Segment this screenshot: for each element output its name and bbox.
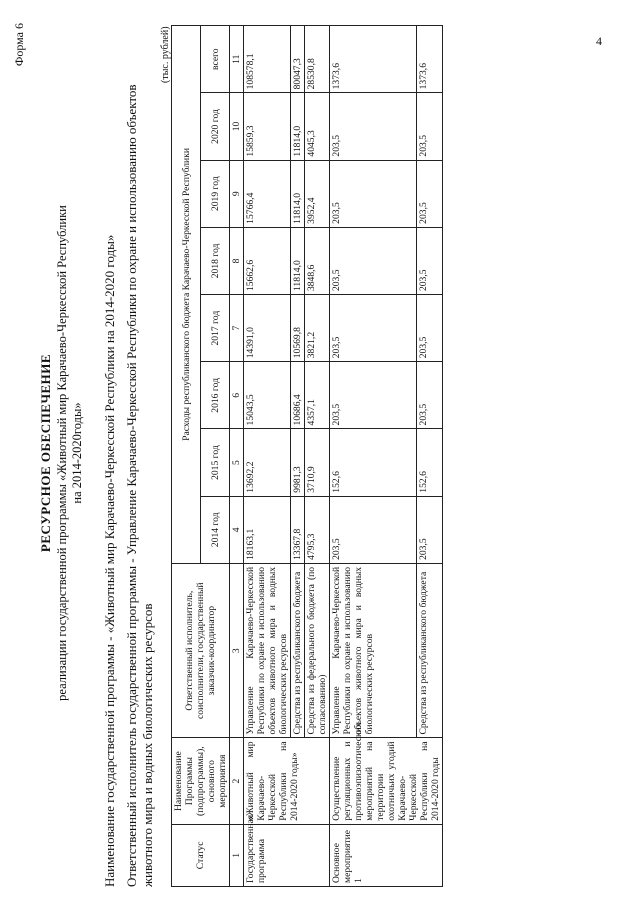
value-cell: 203,5: [417, 93, 443, 160]
table-row: [244, 26, 291, 887]
document-subtitle: [55, 163, 85, 743]
header-executor: Ответственный исполнитель, соисполнители, государственный заказчик-координатор: [172, 563, 230, 738]
header-year: 2020 год: [201, 93, 230, 160]
program-name: Наименование государственной программы - «Животный мир Карачаево-Черкесской Республики на 2014-2020 годы»: [102, 234, 117, 887]
value-cell: 15766,4: [244, 160, 291, 227]
value-cell: 3952,4: [305, 160, 330, 227]
document-title: РЕСУРСНОЕ ОБЕСПЕЧЕНИЕ: [38, 353, 53, 553]
column-number: 9: [230, 160, 244, 227]
value-cell: 4357,1: [305, 362, 330, 429]
row-source: Управление Карачаево-Черкесской Республики по охране и использованию объектов животного мира и водных биологических ресурсов: [330, 563, 417, 738]
row-name: Осуществление регуляционных и противоэпизоотических мероприятий на территории охотничьих угодий Карачаево-Черкесской Республики на 2014-2020 годы: [330, 738, 443, 824]
value-cell: 203,5: [330, 496, 417, 563]
subtitle-line-2: на 2014-2020годы»: [70, 402, 84, 504]
total-cell: 80047,3: [291, 26, 305, 93]
column-number: 8: [230, 227, 244, 294]
value-cell: 11814,0: [291, 227, 305, 294]
rotated-page: [0, 13, 640, 893]
table-row: [330, 26, 417, 887]
value-cell: 13367,8: [291, 496, 305, 563]
column-number: 6: [230, 362, 244, 429]
value-cell: 203,5: [417, 295, 443, 362]
header-name: Наименование Программы (подпрограммы), основного мероприятия: [172, 738, 230, 824]
column-number: 3: [230, 563, 244, 738]
value-cell: 203,5: [330, 93, 417, 160]
column-number-row: [230, 26, 244, 887]
value-cell: 203,5: [330, 227, 417, 294]
value-cell: 14391,0: [244, 295, 291, 362]
value-cell: 4045,3: [305, 93, 330, 160]
value-cell: 11814,0: [291, 160, 305, 227]
column-number: 2: [230, 738, 244, 824]
value-cell: 4795,3: [305, 496, 330, 563]
row-source: Средства из республиканского бюджета: [291, 563, 305, 738]
row-source: Средства из республиканского бюджета: [417, 563, 443, 738]
value-cell: 203,5: [417, 160, 443, 227]
value-cell: 3710,9: [305, 429, 330, 496]
form-label: Форма 6: [12, 23, 26, 67]
row-source: Средства из федерального бюджета (по согласованию): [305, 563, 330, 738]
header-year: 2016 год: [201, 362, 230, 429]
column-number: 4: [230, 496, 244, 563]
header-year: 2015 год: [201, 429, 230, 496]
header-status: Статус: [172, 824, 230, 886]
subtitle-line-1: реализации государственной программы «Животный мир Карачаево-Черкесской Республики: [55, 205, 69, 701]
row-source: Управление Карачаево-Черкесской Республики по охране и использованию объектов животного мира и водных биологических ресурсов: [244, 563, 291, 738]
value-cell: 10686,4: [291, 362, 305, 429]
total-cell: 108578,1: [244, 26, 291, 93]
value-cell: 9981,3: [291, 429, 305, 496]
value-cell: 15662,6: [244, 227, 291, 294]
row-status: Основное мероприятие 1: [330, 824, 443, 886]
header-year: 2019 год: [201, 160, 230, 227]
value-cell: 10569,8: [291, 295, 305, 362]
value-cell: 152,6: [417, 429, 443, 496]
total-cell: 28530,8: [305, 26, 330, 93]
value-cell: 3848,6: [305, 227, 330, 294]
total-cell: 1373,6: [330, 26, 417, 93]
resource-table: [171, 25, 443, 887]
value-cell: 152,6: [330, 429, 417, 496]
page-number: 4: [596, 34, 602, 48]
column-number: 7: [230, 295, 244, 362]
responsible-executor: Ответственный исполнитель государственной программы - Управление Карачаево-Черкесской Республики по охране и использованию объектов животного мира и водных биологических ресурсов: [124, 84, 155, 887]
value-cell: 15859,3: [244, 93, 291, 160]
value-cell: 203,5: [417, 362, 443, 429]
column-number: 11: [230, 26, 244, 93]
value-cell: 18163,1: [244, 496, 291, 563]
value-cell: 3821,2: [305, 295, 330, 362]
header-row-1: [172, 26, 201, 887]
value-cell: 203,5: [330, 295, 417, 362]
total-cell: 1373,6: [417, 26, 443, 93]
value-cell: 203,5: [417, 227, 443, 294]
units-label: (тыс. рублей): [160, 26, 171, 83]
value-cell: 13692,2: [244, 429, 291, 496]
value-cell: 203,5: [417, 496, 443, 563]
header-year: 2014 год: [201, 496, 230, 563]
value-cell: 203,5: [330, 160, 417, 227]
row-status: Государственная программа: [244, 824, 330, 886]
column-number: 5: [230, 429, 244, 496]
value-cell: 15043,5: [244, 362, 291, 429]
header-total: всего: [201, 26, 230, 93]
header-year: 2018 год: [201, 227, 230, 294]
row-name: «Животный мир Карачаево-Черкесской Республики на 2014-2020 годы»: [244, 738, 330, 824]
value-cell: 203,5: [330, 362, 417, 429]
column-number: 1: [230, 824, 244, 886]
column-number: 10: [230, 93, 244, 160]
value-cell: 11814,0: [291, 93, 305, 160]
header-year: 2017 год: [201, 295, 230, 362]
header-expenses: Расходы республиканского бюджета Карачаево-Черкесской Республики: [172, 26, 201, 564]
